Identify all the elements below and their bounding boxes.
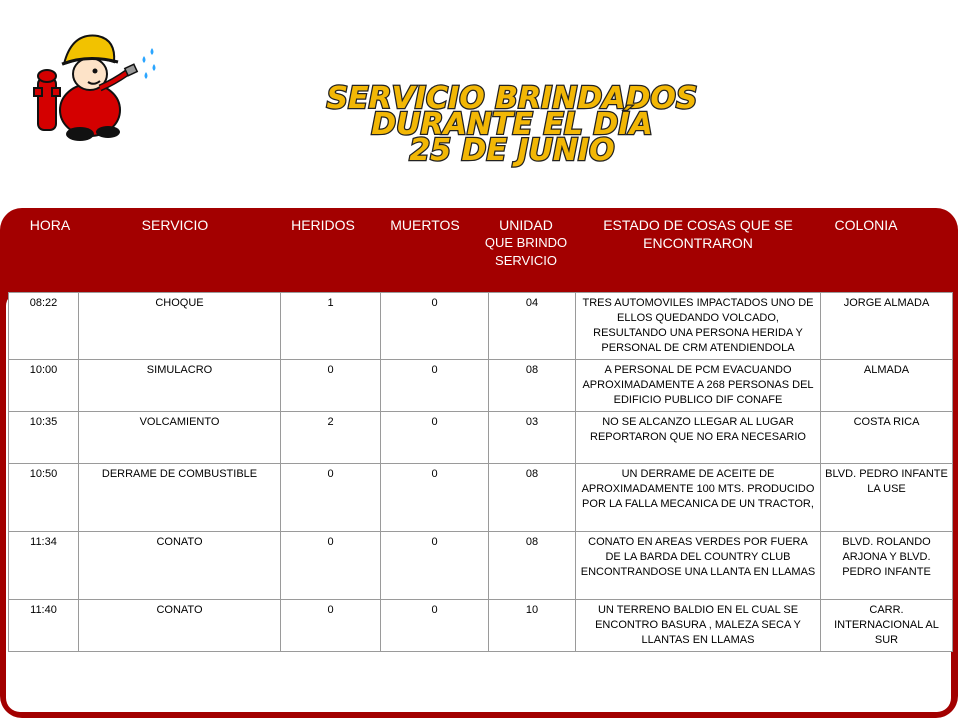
header-unidad xyxy=(484,216,568,270)
header-hora: HORA xyxy=(29,217,71,233)
table-row xyxy=(9,360,953,412)
cell-unidad: 08 xyxy=(489,464,576,532)
services-table xyxy=(8,292,953,652)
header-muertos: MUERTOS xyxy=(390,217,460,233)
cell-heridos: 0 xyxy=(281,464,381,532)
cell-estado: A PERSONAL DE PCM EVACUANDO APROXIMADAMENTE A 268 PERSONAS DEL EDIFICIO PUBLICO DIF CONAFE xyxy=(576,360,821,412)
title-line-1: SERVICIO BRINDADOS xyxy=(326,81,698,116)
header-heridos: HERIDOS xyxy=(291,217,355,233)
cell-muertos: 0 xyxy=(381,412,489,464)
cell-unidad: 04 xyxy=(489,293,576,360)
cell-colonia: COSTA RICA xyxy=(821,412,953,464)
table-row xyxy=(9,600,953,652)
cell-unidad: 03 xyxy=(489,412,576,464)
cell-colonia: JORGE ALMADA xyxy=(821,293,953,360)
cell-hora: 10:00 xyxy=(9,360,79,412)
cell-heridos: 0 xyxy=(281,532,381,600)
cell-heridos: 0 xyxy=(281,360,381,412)
table-row xyxy=(9,464,953,532)
cell-unidad: 08 xyxy=(489,360,576,412)
cell-estado: UN TERRENO BALDIO EN EL CUAL SE ENCONTRO BASURA , MALEZA SECA Y LLANTAS EN LLAMAS xyxy=(576,600,821,652)
cell-hora: 08:22 xyxy=(9,293,79,360)
cell-servicio: CHOQUE xyxy=(79,293,281,360)
cell-heridos: 1 xyxy=(281,293,381,360)
cell-unidad: 08 xyxy=(489,532,576,600)
cell-heridos: 0 xyxy=(281,600,381,652)
table-row xyxy=(9,293,953,360)
cell-muertos: 0 xyxy=(381,360,489,412)
cell-colonia: CARR. INTERNACIONAL AL SUR xyxy=(821,600,953,652)
cell-hora: 10:50 xyxy=(9,464,79,532)
header-unidad-line2: QUE BRINDO SERVICIO xyxy=(484,235,568,268)
cell-muertos: 0 xyxy=(381,293,489,360)
cell-estado: NO SE ALCANZO LLEGAR AL LUGAR REPORTARON QUE NO ERA NECESARIO xyxy=(576,412,821,464)
header-colonia: COLONIA xyxy=(834,217,898,233)
title-line-2: DURANTE EL DÍA xyxy=(371,107,653,142)
header-servicio: SERVICIO xyxy=(141,217,209,233)
cell-colonia: ALMADA xyxy=(821,360,953,412)
cell-unidad: 10 xyxy=(489,600,576,652)
cell-heridos: 2 xyxy=(281,412,381,464)
cell-servicio: CONATO xyxy=(79,532,281,600)
cell-hora: 10:35 xyxy=(9,412,79,464)
firefighter-mascot-icon xyxy=(28,28,168,146)
title-line-3: 25 DE JUNIO xyxy=(409,133,615,168)
cell-servicio: VOLCAMIENTO xyxy=(79,412,281,464)
table-row xyxy=(9,412,953,464)
cell-estado: CONATO EN AREAS VERDES POR FUERA DE LA BARDA DEL COUNTRY CLUB ENCONTRANDOSE UNA LLANTA EN LLAMAS xyxy=(576,532,821,600)
table-header xyxy=(0,208,958,292)
cell-estado: TRES AUTOMOVILES IMPACTADOS UNO DE ELLOS QUEDANDO VOLCADO, RESULTANDO UNA PERSONA HERIDA Y PERSONAL DE CRM ATENDIENDOLA xyxy=(576,293,821,360)
cell-servicio: DERRAME DE COMBUSTIBLE xyxy=(79,464,281,532)
cell-estado: UN DERRAME DE ACEITE DE APROXIMADAMENTE 100 MTS. PRODUCIDO POR LA FALLA MECANICA DE UN TRACTOR, xyxy=(576,464,821,532)
header-unidad-line1: UNIDAD xyxy=(499,217,553,233)
table-row xyxy=(9,532,953,600)
cell-colonia: BLVD. PEDRO INFANTE LA USE xyxy=(821,464,953,532)
cell-muertos: 0 xyxy=(381,464,489,532)
page-title xyxy=(250,78,790,178)
cell-colonia: BLVD. ROLANDO ARJONA Y BLVD. PEDRO INFANTE xyxy=(821,532,953,600)
cell-servicio: CONATO xyxy=(79,600,281,652)
cell-hora: 11:40 xyxy=(9,600,79,652)
services-table-body xyxy=(9,293,953,652)
header-estado: ESTADO DE COSAS QUE SE ENCONTRARON xyxy=(603,217,793,251)
cell-muertos: 0 xyxy=(381,600,489,652)
cell-hora: 11:34 xyxy=(9,532,79,600)
cell-muertos: 0 xyxy=(381,532,489,600)
cell-servicio: SIMULACRO xyxy=(79,360,281,412)
